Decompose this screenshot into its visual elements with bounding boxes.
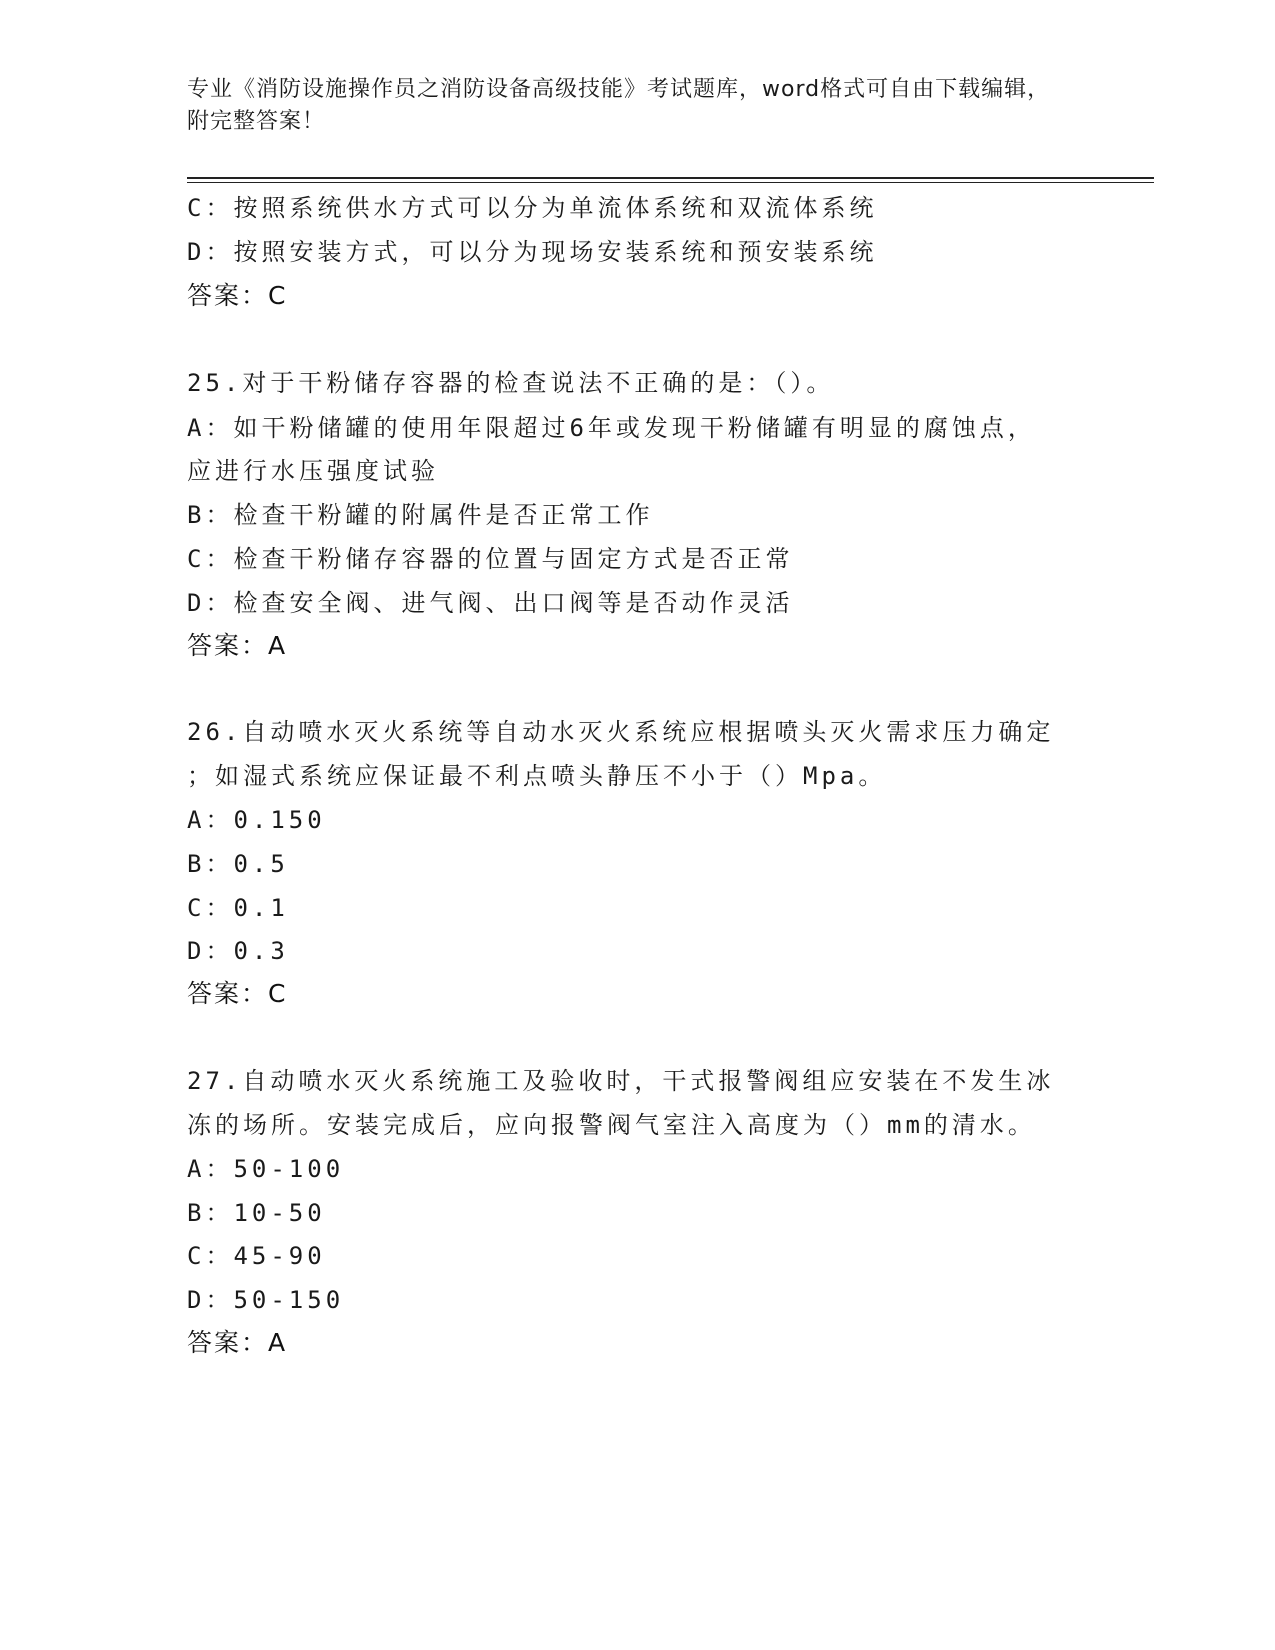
q27-option-c: C：45-90 — [187, 1242, 326, 1270]
q26-option-a: A：0.150 — [187, 806, 326, 834]
q26-stem: 26.自动喷水灭火系统等自动水灭火系统应根据喷头灭火需求压力确定 — [187, 718, 1055, 746]
prev-option-d: D：按照安装方式，可以分为现场安装系统和预安装系统 — [187, 238, 878, 266]
document-header: 专业《消防设施操作员之消防设备高级技能》考试题库，word格式可自由下载编辑，附完整答案！ — [187, 77, 1051, 134]
q27-option-d: D：50-150 — [187, 1286, 345, 1314]
q25-option-a-cont: 应进行水压强度试验 — [187, 457, 439, 485]
q25-answer: 答案：A — [187, 631, 288, 660]
q26-option-d: D：0.3 — [187, 937, 289, 965]
q27-stem: 27.自动喷水灭火系统施工及验收时，干式报警阀组应安装在不发生冰 — [187, 1067, 1055, 1095]
q25-option-d: D：检查安全阀、进气阀、出口阀等是否动作灵活 — [187, 589, 794, 617]
header-rule-thick — [187, 177, 1154, 179]
q26-option-b: B：0.5 — [187, 850, 289, 878]
header-rule-thin — [187, 182, 1154, 183]
q27-option-a: A：50-100 — [187, 1155, 345, 1183]
q25-option-c: C：检查干粉储存容器的位置与固定方式是否正常 — [187, 545, 794, 573]
q27-option-b: B：10-50 — [187, 1199, 326, 1227]
q26-answer: 答案：C — [187, 979, 288, 1008]
q25-option-b: B：检查干粉罐的附属件是否正常工作 — [187, 501, 654, 529]
prev-answer: 答案：C — [187, 281, 288, 310]
prev-option-c: C：按照系统供水方式可以分为单流体系统和双流体系统 — [187, 194, 878, 222]
q25-option-a: A：如干粉储罐的使用年限超过6年或发现干粉储罐有明显的腐蚀点， — [187, 414, 1036, 442]
q27-stem-cont: 冻的场所。安装完成后，应向报警阀气室注入高度为（）mm的清水。 — [187, 1111, 1036, 1139]
q26-option-c: C：0.1 — [187, 894, 289, 922]
q26-stem-cont: ；如湿式系统应保证最不利点喷头静压不小于（）Mpa。 — [187, 762, 887, 790]
q27-answer: 答案：A — [187, 1328, 288, 1357]
q25-stem: 25.对于干粉储存容器的检查说法不正确的是：（）。 — [187, 369, 835, 397]
